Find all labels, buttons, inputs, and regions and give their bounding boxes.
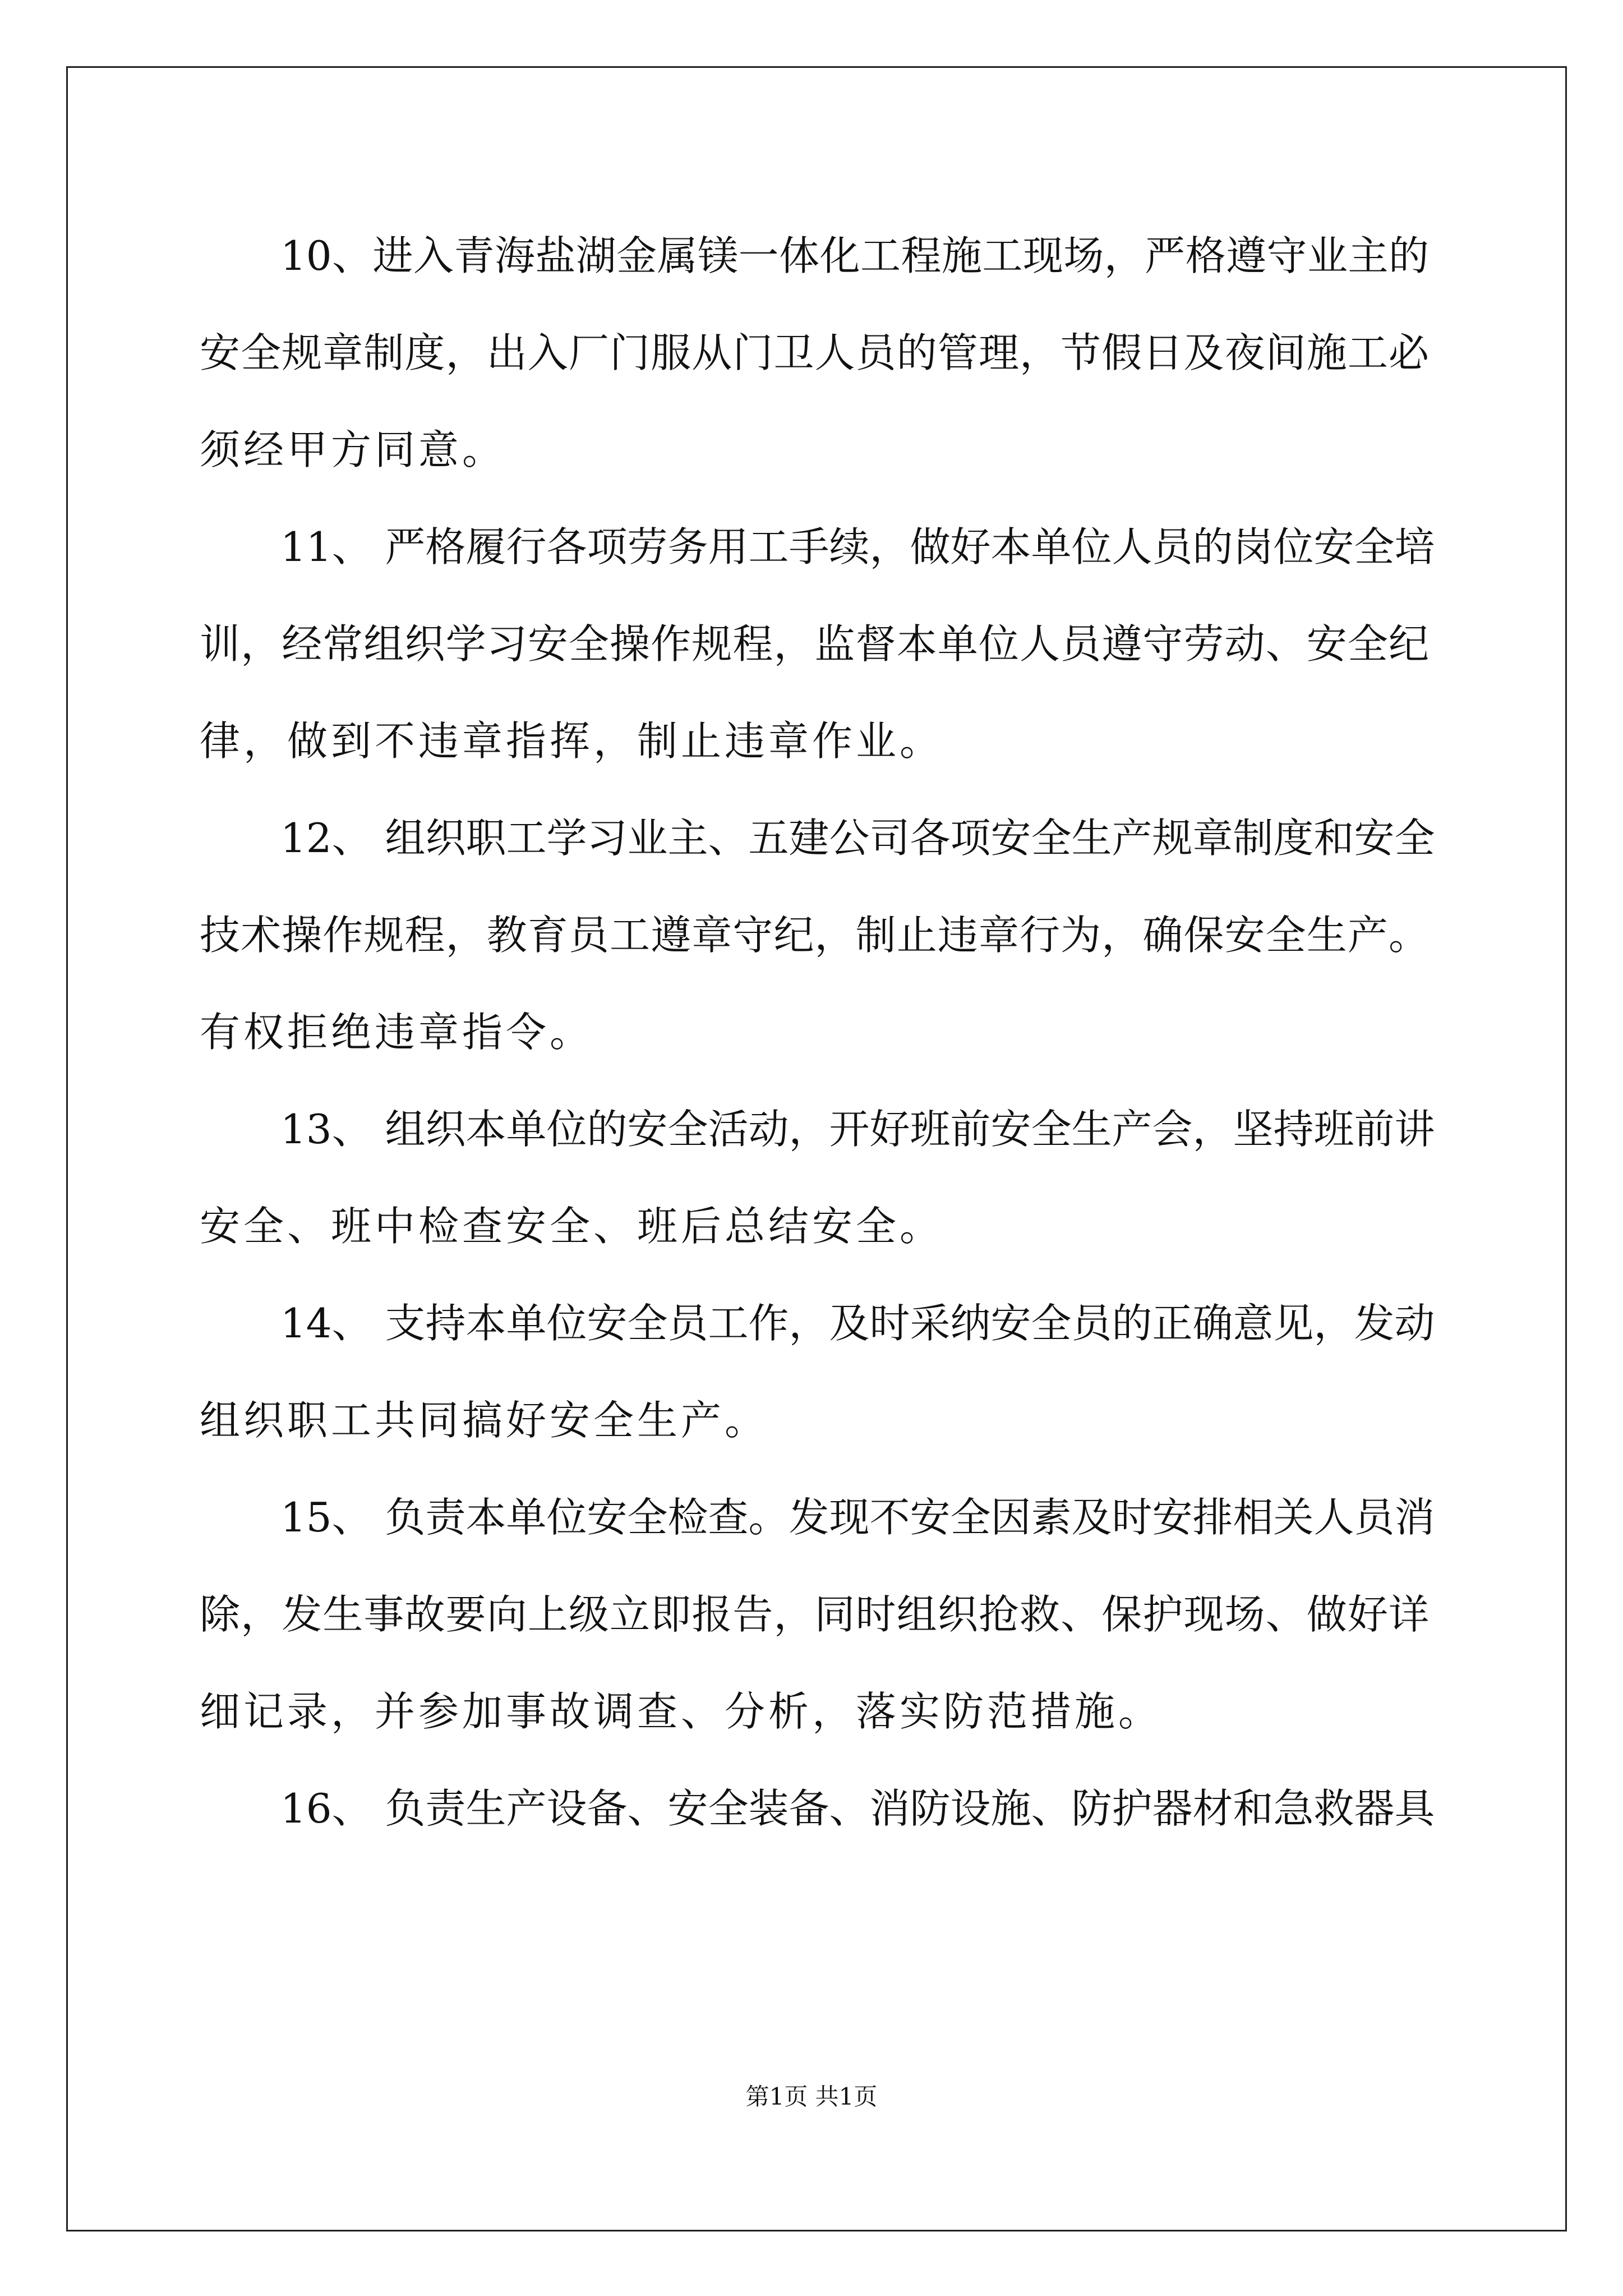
paragraph-line: 15、 负责本单位安全检查。发现不安全因素及时安排相关人员消 [280,1494,1435,1541]
paragraph-13 [200,1081,1435,1275]
paragraph-10 [200,208,1429,499]
paragraph-line: 律，做到不违章指挥，制止违章作业。 [200,717,944,765]
paragraph-16 [200,1760,1435,1857]
paragraph-line: 须经甲方同意。 [200,426,506,473]
paragraph-15 [200,1469,1435,1760]
page-footer: 第1页 共1页 [745,2083,878,2110]
paragraph-line: 安全、班中检查安全、班后总结安全。 [200,1203,944,1250]
paragraph-line: 12、 组织职工学习业主、五建公司各项安全生产规章制度和安全 [280,815,1435,862]
paragraph-line: 11、 严格履行各项劳务用工手续，做好本单位人员的岗位安全培 [280,523,1435,570]
paragraph-14 [200,1275,1435,1469]
paragraph-12 [200,790,1435,1081]
paragraph-line: 训，经常组织学习安全操作规程，监督本单位人员遵守劳动、安全纪 [200,620,1429,668]
paragraph-line: 安全规章制度，出入厂门服从门卫人员的管理，节假日及夜间施工必 [200,329,1429,376]
paragraph-line: 有权拒绝违章指令。 [200,1009,594,1056]
paragraph-11 [200,499,1435,790]
paragraph-line: 除，发生事故要向上级立即报告，同时组织抢救、保护现场、做好详 [200,1591,1429,1638]
paragraph-line: 13、 组织本单位的安全活动，开好班前安全生产会，坚持班前讲 [280,1106,1435,1153]
paragraph-line: 10、进入青海盐湖金属镁一体化工程施工现场，严格遵守业主的 [280,232,1429,279]
paragraph-line: 组织职工共同搞好安全生产。 [200,1397,769,1444]
paragraph-line: 技术操作规程，教育员工遵章守纪，制止违章行为，确保安全生产。 [200,912,1429,959]
paragraph-line: 16、 负责生产设备、安全装备、消防设施、防护器材和急救器具 [280,1785,1435,1832]
paragraph-line: 14、 支持本单位安全员工作，及时采纳安全员的正确意见，发动 [280,1300,1435,1347]
document-body [200,208,1435,1857]
paragraph-line: 细记录，并参加事故调查、分析，落实防范措施。 [200,1688,1163,1735]
